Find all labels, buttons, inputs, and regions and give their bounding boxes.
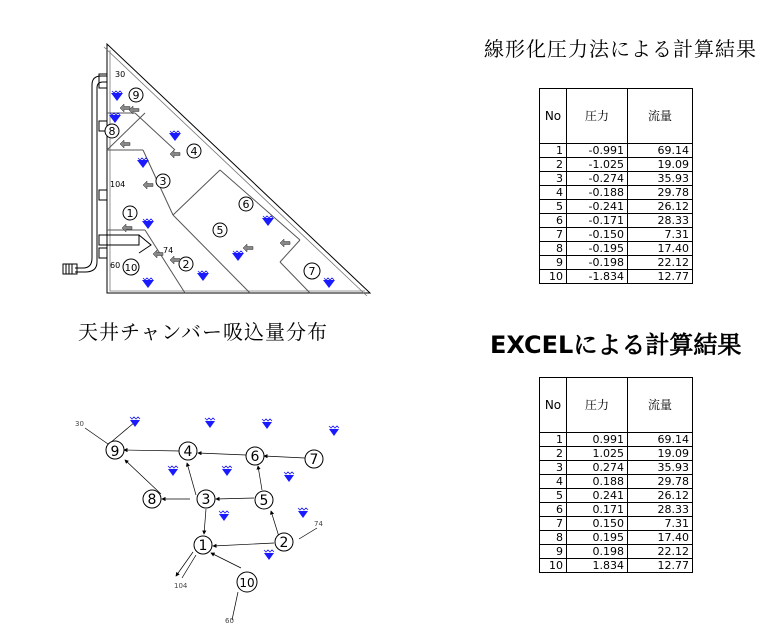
diffuser-icon xyxy=(168,466,178,476)
node-label: 7 xyxy=(309,452,319,468)
network-diagram xyxy=(70,410,360,635)
room-label: 5 xyxy=(216,224,224,237)
room-labels xyxy=(105,88,320,279)
cell-no: 2 xyxy=(540,447,567,461)
cell-flow: 7.31 xyxy=(628,517,693,531)
cell-no: 8 xyxy=(540,242,567,256)
cell-flow: 28.33 xyxy=(628,503,693,517)
cell-flow: 22.12 xyxy=(628,545,693,559)
col-no-header: No xyxy=(540,378,567,433)
cell-no: 4 xyxy=(540,475,567,489)
table-header-row xyxy=(540,89,693,144)
cell-pressure: -1.025 xyxy=(567,158,628,172)
linear-results-body xyxy=(540,144,693,284)
outlet-label: 30 xyxy=(75,420,84,428)
excel-results-body xyxy=(540,433,693,573)
cell-no: 5 xyxy=(540,489,567,503)
table-row xyxy=(540,461,693,475)
room-label: 9 xyxy=(132,89,140,102)
node-label: 5 xyxy=(259,493,269,509)
room-label: 3 xyxy=(159,175,167,188)
cell-flow: 17.40 xyxy=(628,531,693,545)
table-row xyxy=(540,200,693,214)
table-row xyxy=(540,545,693,559)
cell-pressure: 1.834 xyxy=(567,559,628,573)
cell-pressure: 0.241 xyxy=(567,489,628,503)
diffuser-icon xyxy=(298,508,308,518)
table-row xyxy=(540,489,693,503)
linear-method-title: 線形化圧力法による計算結果 xyxy=(484,37,757,61)
cell-pressure: -0.274 xyxy=(567,172,628,186)
outlet-label: 74 xyxy=(314,520,323,528)
cell-pressure: -0.241 xyxy=(567,200,628,214)
cell-no: 4 xyxy=(540,186,567,200)
flow-arrow-icon xyxy=(143,181,153,189)
cell-no: 7 xyxy=(540,517,567,531)
cell-no: 1 xyxy=(540,433,567,447)
table-row xyxy=(540,242,693,256)
cell-flow: 35.93 xyxy=(628,461,693,475)
table-row xyxy=(540,144,693,158)
diffuser-icon xyxy=(329,426,339,436)
diffuser-icon xyxy=(205,418,215,428)
cell-flow: 22.12 xyxy=(628,256,693,270)
diffuser-icon xyxy=(262,216,274,226)
room-label: 7 xyxy=(308,265,316,278)
outlet-label: 30 xyxy=(115,70,126,79)
diffuser-icon xyxy=(232,251,244,261)
col-flow-header: 流量 xyxy=(628,89,693,144)
room-label: 8 xyxy=(108,125,116,138)
cell-flow: 69.14 xyxy=(628,144,693,158)
cell-pressure: -0.150 xyxy=(567,228,628,242)
flow-arrow-icon xyxy=(120,104,130,112)
cell-no: 3 xyxy=(540,461,567,475)
col-flow-header: 流量 xyxy=(628,378,693,433)
cell-pressure: 0.150 xyxy=(567,517,628,531)
cell-no: 6 xyxy=(540,214,567,228)
col-no-header: No xyxy=(540,89,567,144)
room-label: 2 xyxy=(182,258,190,271)
room-label: 4 xyxy=(190,145,198,158)
col-pressure-header: 圧力 xyxy=(567,378,628,433)
cell-flow: 19.09 xyxy=(628,158,693,172)
diffuser-icon xyxy=(323,278,335,288)
cell-pressure: 0.195 xyxy=(567,531,628,545)
cell-no: 9 xyxy=(540,545,567,559)
cell-pressure: -0.991 xyxy=(567,144,628,158)
cell-pressure: -0.198 xyxy=(567,256,628,270)
node-label: 8 xyxy=(147,492,157,508)
flow-arrow-icon xyxy=(170,150,180,158)
cell-pressure: 0.188 xyxy=(567,475,628,489)
node-label: 3 xyxy=(201,492,211,508)
excel-method-title: EXCELによる計算結果 xyxy=(490,331,742,359)
diffuser-icon xyxy=(109,113,121,123)
cell-no: 5 xyxy=(540,200,567,214)
room-label: 1 xyxy=(126,207,134,220)
cell-flow: 17.40 xyxy=(628,242,693,256)
table-row xyxy=(540,270,693,284)
room-label: 6 xyxy=(242,198,250,211)
network-diffusers xyxy=(130,417,339,560)
diffuser-icon xyxy=(111,91,123,101)
cell-no: 9 xyxy=(540,256,567,270)
cell-no: 6 xyxy=(540,503,567,517)
table-row xyxy=(540,433,693,447)
diffuser-icon xyxy=(169,131,181,141)
flow-arrow-icon xyxy=(243,244,253,252)
cell-flow: 29.78 xyxy=(628,186,693,200)
cell-flow: 28.33 xyxy=(628,214,693,228)
node-label: 6 xyxy=(250,449,260,465)
diffuser-icon xyxy=(219,511,229,521)
node-label: 4 xyxy=(183,444,193,460)
plan-outlet-labels xyxy=(110,70,173,270)
node-label: 1 xyxy=(198,538,208,554)
table-row xyxy=(540,214,693,228)
outlet-label: 60 xyxy=(225,617,234,625)
diffuser-icon xyxy=(262,419,272,429)
cell-pressure: 0.171 xyxy=(567,503,628,517)
cell-pressure: 0.274 xyxy=(567,461,628,475)
cell-flow: 26.12 xyxy=(628,489,693,503)
table-row xyxy=(540,158,693,172)
node-label: 10 xyxy=(239,576,255,590)
cell-pressure: -0.195 xyxy=(567,242,628,256)
flow-arrow-icon xyxy=(170,256,180,264)
table-row xyxy=(540,503,693,517)
table-row xyxy=(540,228,693,242)
cell-pressure: 0.198 xyxy=(567,545,628,559)
diffuser-icon xyxy=(264,550,274,560)
linear-results-table xyxy=(539,88,693,284)
table-row xyxy=(540,475,693,489)
cell-flow: 35.93 xyxy=(628,172,693,186)
cell-flow: 19.09 xyxy=(628,447,693,461)
cell-flow: 12.77 xyxy=(628,559,693,573)
diffuser-icon xyxy=(222,466,232,476)
cell-flow: 26.12 xyxy=(628,200,693,214)
cell-flow: 69.14 xyxy=(628,433,693,447)
table-row xyxy=(540,186,693,200)
table-row xyxy=(540,559,693,573)
cell-no: 1 xyxy=(540,144,567,158)
cell-no: 8 xyxy=(540,531,567,545)
table-header-row xyxy=(540,378,693,433)
flow-arrow-icon xyxy=(120,140,130,148)
outlet-label: 104 xyxy=(174,582,188,590)
flow-arrow-icon xyxy=(280,239,290,247)
cell-no: 2 xyxy=(540,158,567,172)
node-label: 9 xyxy=(110,444,120,460)
cell-no: 10 xyxy=(540,270,567,284)
table-row xyxy=(540,172,693,186)
network-nodes xyxy=(106,441,323,592)
cell-no: 10 xyxy=(540,559,567,573)
outlet-label: 60 xyxy=(110,261,121,270)
cell-flow: 29.78 xyxy=(628,475,693,489)
cell-flow: 12.77 xyxy=(628,270,693,284)
diffuser-icon xyxy=(137,158,149,168)
table-row xyxy=(540,517,693,531)
cell-pressure: -1.834 xyxy=(567,270,628,284)
diffuser-icon xyxy=(197,271,209,281)
plan-caption: 天井チャンバー吸込量分布 xyxy=(78,320,328,344)
room-label: 10 xyxy=(124,263,138,274)
cell-pressure: -0.188 xyxy=(567,186,628,200)
table-row xyxy=(540,447,693,461)
cell-pressure: 0.991 xyxy=(567,433,628,447)
ceiling-chamber-plan xyxy=(55,40,375,305)
cell-no: 7 xyxy=(540,228,567,242)
cell-no: 3 xyxy=(540,172,567,186)
node-label: 2 xyxy=(279,535,289,551)
network-edges xyxy=(110,422,317,620)
cell-pressure: 1.025 xyxy=(567,447,628,461)
col-pressure-header: 圧力 xyxy=(567,89,628,144)
flow-arrow-icon xyxy=(122,224,132,232)
outlet-label: 74 xyxy=(163,246,174,255)
table-row xyxy=(540,531,693,545)
diffuser-icon xyxy=(130,417,140,427)
cell-pressure: -0.171 xyxy=(567,214,628,228)
diffuser-icon xyxy=(284,472,294,482)
table-row xyxy=(540,256,693,270)
diffuser-icon xyxy=(142,278,154,288)
cell-flow: 7.31 xyxy=(628,228,693,242)
excel-results-table xyxy=(539,377,693,573)
diffuser-icon xyxy=(142,219,154,229)
outlet-label: 104 xyxy=(110,180,126,189)
